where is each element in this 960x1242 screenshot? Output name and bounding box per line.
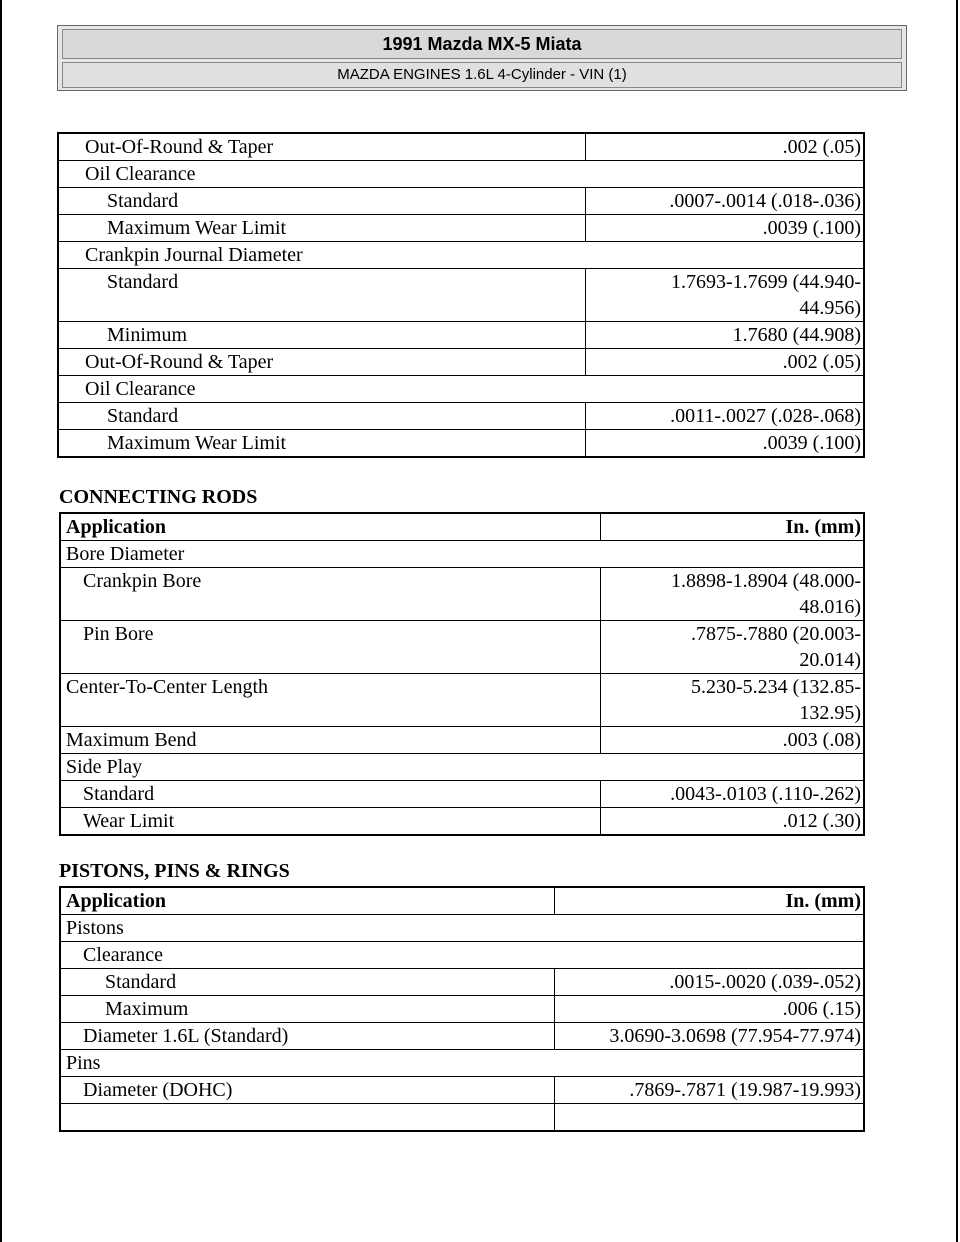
table-header-row (60, 887, 864, 915)
table-header-row (60, 513, 864, 541)
table-row (58, 188, 864, 215)
table-row (58, 430, 864, 458)
table-row (60, 674, 864, 727)
table-row (60, 727, 864, 754)
spec-label: Maximum Bend (60, 727, 600, 754)
spec-value: .0039 (.100) (585, 215, 864, 242)
table-row (60, 568, 864, 621)
spec-label: Out-Of-Round & Taper (58, 349, 585, 376)
table-row (60, 621, 864, 674)
spec-value: .002 (.05) (585, 133, 864, 161)
table-row (60, 1104, 864, 1132)
column-header-unit: In. (mm) (600, 513, 864, 541)
spec-value-line1: 5.230-5.234 (132.85- (691, 676, 861, 698)
table-row (58, 403, 864, 430)
spec-value-line1: 1.7693-1.7699 (44.940- (671, 271, 861, 293)
spec-group-label: Side Play (60, 754, 864, 781)
spec-label: Center-To-Center Length (60, 674, 600, 727)
spec-value (600, 621, 864, 674)
document-title: 1991 Mazda MX-5 Miata (62, 29, 902, 59)
spec-label: Minimum (58, 322, 585, 349)
table-row (58, 376, 864, 403)
spec-group-label: Crankpin Journal Diameter (58, 242, 864, 269)
spec-value: .012 (.30) (600, 808, 864, 836)
spec-value-line2: 44.956) (799, 297, 861, 319)
spec-value: .002 (.05) (585, 349, 864, 376)
section-title-connecting-rods: CONNECTING RODS (59, 486, 258, 508)
table-row (60, 541, 864, 568)
spec-group-label: Oil Clearance (58, 376, 864, 403)
spec-label: Standard (60, 969, 554, 996)
table-row (60, 754, 864, 781)
table-row (58, 349, 864, 376)
spec-label (60, 1104, 554, 1132)
column-header-application: Application (60, 513, 600, 541)
page-edge-right (956, 0, 958, 1242)
pistons-pins-rings-table (59, 886, 865, 1132)
spec-value (600, 674, 864, 727)
document-header (57, 25, 907, 91)
spec-value: .0043-.0103 (.110-.262) (600, 781, 864, 808)
column-header-application: Application (60, 887, 554, 915)
table-row (58, 242, 864, 269)
table-row (60, 1050, 864, 1077)
table-row (58, 215, 864, 242)
connecting-rods-table (59, 512, 865, 836)
spec-group-label: Pins (60, 1050, 864, 1077)
table-row (60, 996, 864, 1023)
spec-value: 1.7680 (44.908) (585, 322, 864, 349)
spec-label: Standard (58, 403, 585, 430)
spec-label: Crankpin Bore (60, 568, 600, 621)
spec-value (554, 1104, 864, 1132)
spec-label: Diameter (DOHC) (60, 1077, 554, 1104)
spec-label: Maximum (60, 996, 554, 1023)
table-row (60, 1023, 864, 1050)
section-title-pistons-pins-rings: PISTONS, PINS & RINGS (59, 860, 290, 882)
spec-value: .0007-.0014 (.018-.036) (585, 188, 864, 215)
spec-value: .0015-.0020 (.039-.052) (554, 969, 864, 996)
spec-label: Standard (58, 269, 585, 322)
spec-value (600, 568, 864, 621)
table-row (60, 808, 864, 836)
spec-value: .003 (.08) (600, 727, 864, 754)
spec-group-label: Pistons (60, 915, 864, 942)
spec-label: Standard (60, 781, 600, 808)
page-edge-left (0, 0, 2, 1242)
crankshaft-spec-table (57, 132, 865, 458)
spec-label: Standard (58, 188, 585, 215)
spec-value (585, 269, 864, 322)
table-row (60, 915, 864, 942)
spec-group-label: Bore Diameter (60, 541, 864, 568)
spec-label: Wear Limit (60, 808, 600, 836)
spec-label: Out-Of-Round & Taper (58, 133, 585, 161)
spec-value: .0039 (.100) (585, 430, 864, 458)
table-row (58, 133, 864, 161)
table-row (60, 781, 864, 808)
table-row (60, 942, 864, 969)
table-row (60, 969, 864, 996)
spec-value-line1: .7875-.7880 (20.003- (691, 623, 861, 645)
spec-group-label: Oil Clearance (58, 161, 864, 188)
spec-value-line2: 20.014) (799, 649, 861, 671)
spec-label: Diameter 1.6L (Standard) (60, 1023, 554, 1050)
spec-value-line2: 48.016) (799, 596, 861, 618)
table-row (58, 161, 864, 188)
document-subtitle: MAZDA ENGINES 1.6L 4-Cylinder - VIN (1) (62, 62, 902, 88)
spec-value: 3.0690-3.0698 (77.954-77.974) (554, 1023, 864, 1050)
table-row (60, 1077, 864, 1104)
spec-label: Maximum Wear Limit (58, 215, 585, 242)
spec-group-label: Clearance (60, 942, 864, 969)
spec-value-line1: 1.8898-1.8904 (48.000- (671, 570, 861, 592)
spec-value: .0011-.0027 (.028-.068) (585, 403, 864, 430)
table-row (58, 322, 864, 349)
spec-label: Maximum Wear Limit (58, 430, 585, 458)
spec-label: Pin Bore (60, 621, 600, 674)
spec-value-line2: 132.95) (799, 702, 861, 724)
spec-value: .7869-.7871 (19.987-19.993) (554, 1077, 864, 1104)
column-header-unit: In. (mm) (554, 887, 864, 915)
spec-value: .006 (.15) (554, 996, 864, 1023)
table-row (58, 269, 864, 322)
